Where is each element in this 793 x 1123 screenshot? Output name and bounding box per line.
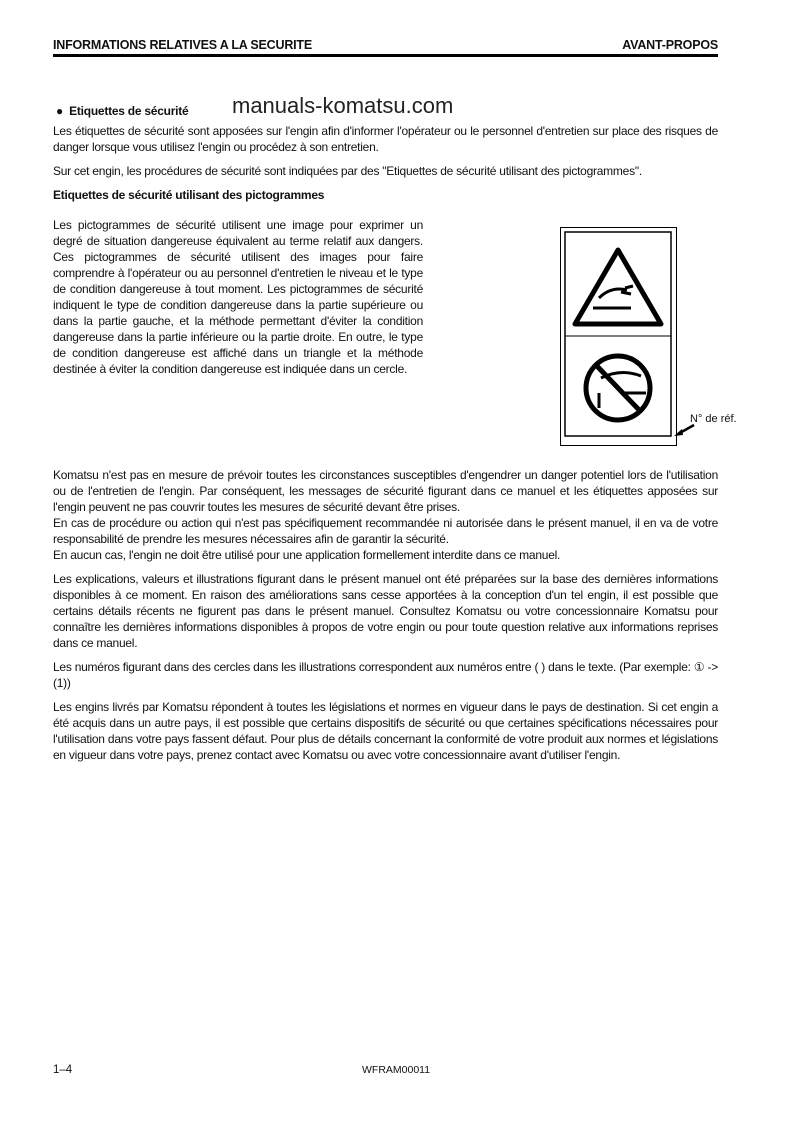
figure-ref-label: N° de réf. (690, 413, 737, 425)
paragraph-legislation: Les engins livrés par Komatsu répondent à toutes les législations et normes en vigueur dans le pays de destination. Si cet engin a été acquis dans un autre pays, il est possible que certains dispositifs de sécurité ou que certaines spécifications nécessaires pour l'utilisation dans votre pays fassent défaut. Pour plus de détails concernant la conformité de votre produit aux normes et législations en vigueur dans votre pays, prenez contact avec Komatsu ou avec votre concessionnaire avant d'utiliser l'engin. (53, 700, 718, 762)
pictogram-section (53, 211, 737, 449)
paragraph-intro: Les étiquettes de sécurité sont apposées sur l'engin afin d'informer l'opérateur ou le personnel d'entretien sur place des risques de danger lorsque vous utilisez l'engin ou procédez à son entretien. (53, 124, 718, 154)
header-chapter-title: AVANT-PROPOS (622, 38, 718, 52)
figure-column (560, 227, 737, 449)
watermark: manuals-komatsu.com (232, 93, 454, 118)
safety-label-figure (560, 227, 677, 446)
bullet-icon: ● (56, 104, 70, 118)
disclaimer-text: En cas de procédure ou action qui n'est pas spécifiquement recommandée ni autorisée dans le présent manuel, il en va de votre responsabilité de prendre les mesures nécessaires afin de garantir la sécurité. (53, 516, 718, 546)
arrow-icon (674, 423, 696, 437)
paragraph-explanations: Les explications, valeurs et illustrations figurant dans le présent manuel ont été préparées sur la base des dernières informations disponibles à ce moment. En raison des améliorations sans cesse apportées à la conception d'un tel engin, il est possible que certains détails récents ne figurent pas dans le présent manuel. Consultez Komatsu ou votre concessionnaire Komatsu pour connaître les dernières informations disponibles à propos de votre engin ou pour toute question relative aux informations reprises dans ce manuel. (53, 572, 718, 650)
document-code: WFRAM00011 (362, 1064, 431, 1076)
paragraph-procedures: Sur cet engin, les procédures de sécurité sont indiquées par des "Etiquettes de sécurité utilisant des pictogrammes". (53, 164, 642, 178)
paragraph-pictograms: Les pictogrammes de sécurité utilisent une image pour exprimer un degré de situation dangereuse équivalent au terme relatif aux dangers. Ces pictogrammes de sécurité utilisent des images pour faire comprendre à l'opérateur ou au personnel d'entretien le niveau et le type de condition dangereuse à tout moment. Les pictogrammes de sécurité indiquent le type de condition dangereuse dans la partie supérieure ou dans la partie gauche, et la méthode permettant d'éviter la condition dangereuse dans la partie inférieure ou la partie droite. En outre, le type de condition dangereuse est affiché dans un triangle et la méthode destinée à éviter la condition dangereuse est indiquée dans un cercle. (53, 218, 423, 376)
page-number: 1–4 (53, 1064, 73, 1076)
paragraph-disclaimer (53, 467, 718, 563)
header-section-title: INFORMATIONS RELATIVES A LA SECURITE (53, 38, 313, 52)
bullet-heading-text: Etiquettes de sécurité (69, 104, 189, 118)
pictogram-icon (561, 228, 675, 444)
header-rule (53, 54, 718, 57)
disclaimer-text: Komatsu n'est pas en mesure de prévoir toutes les circonstances susceptibles d'engendrer un danger potentiel lors de l'utilisation ou de l'entretien de l'engin. Par conséquent, les messages de sécurité figurant dans ce manuel et les étiquettes apposées sur l'engin peuvent ne pas couvrir toutes les mesures de sécurité devant être prises. (53, 468, 718, 514)
subheading: Etiquettes de sécurité utilisant des pictogrammes (53, 188, 325, 202)
bullet-heading (56, 103, 188, 119)
paragraph-numbers: Les numéros figurant dans des cercles dans les illustrations correspondent aux numéros entre ( ) dans le texte. (Par exemple: ① -> (1)) (53, 660, 718, 690)
page-body (53, 123, 737, 771)
disclaimer-text: En aucun cas, l'engin ne doit être utilisé pour une application formellement interdite dans ce manuel. (53, 548, 561, 562)
